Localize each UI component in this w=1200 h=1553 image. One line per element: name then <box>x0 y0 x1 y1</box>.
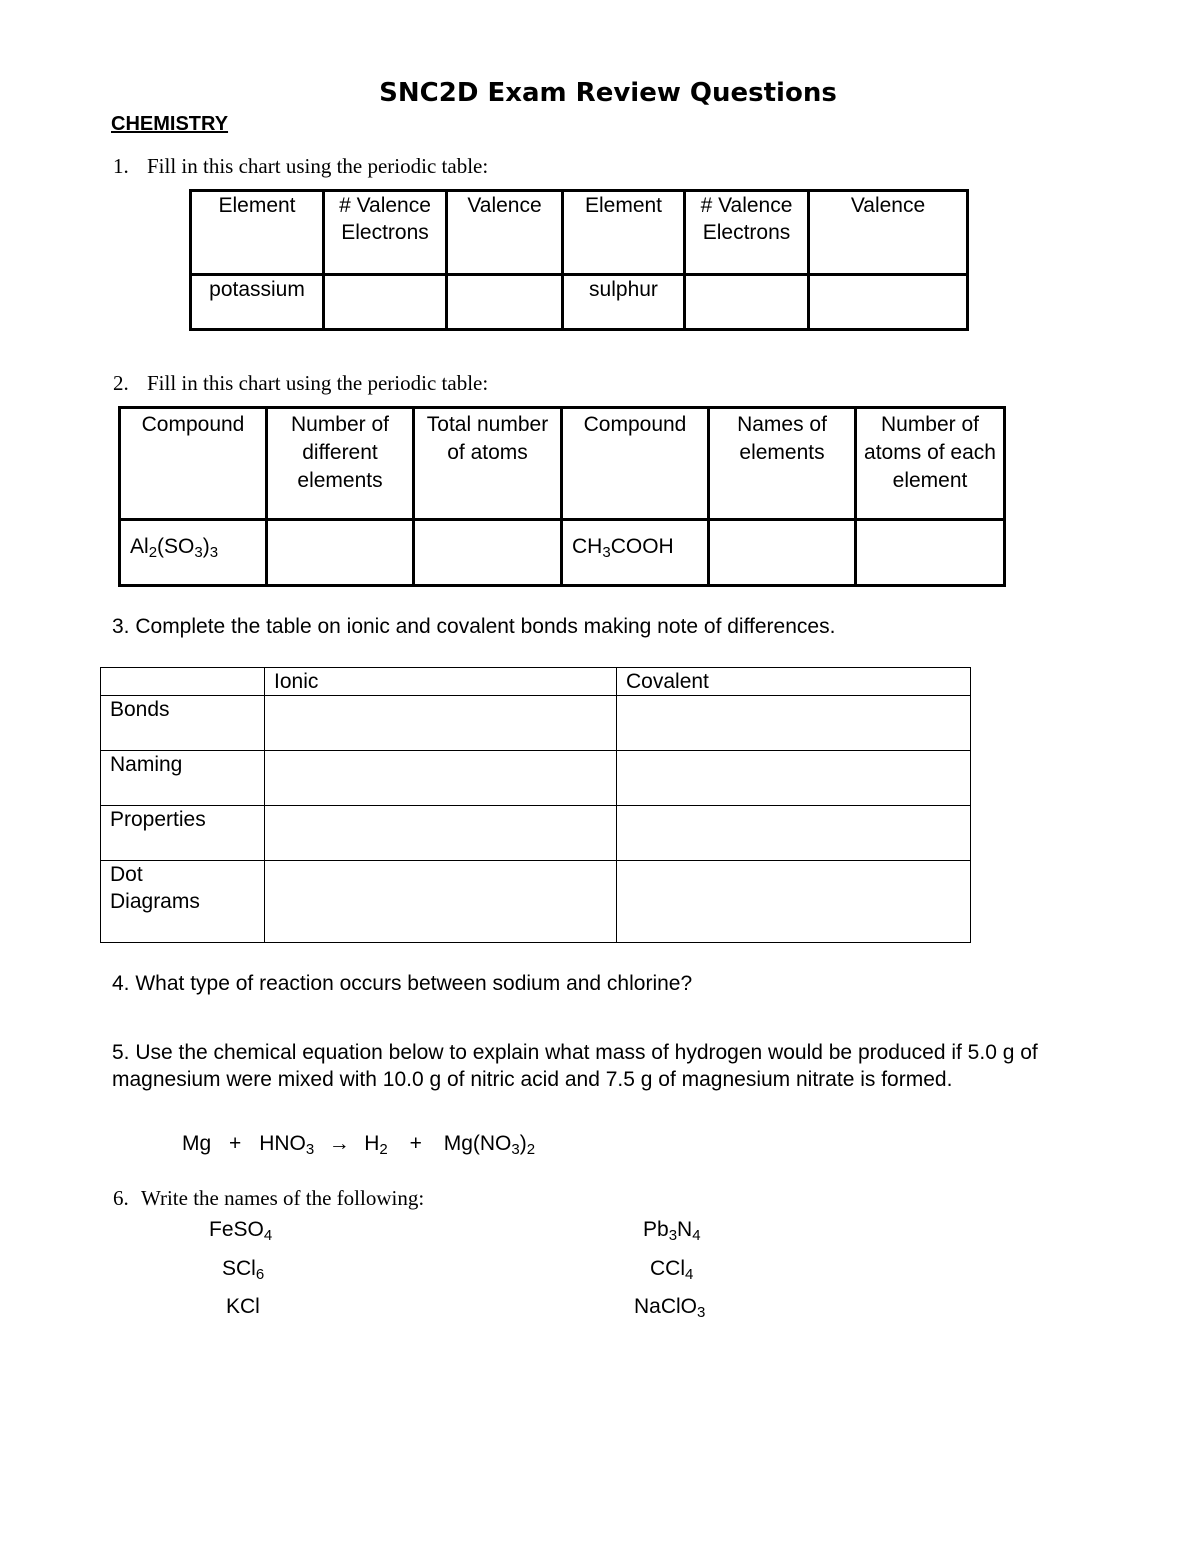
answer-cell[interactable] <box>265 861 617 943</box>
question-number: 2. <box>113 371 129 395</box>
answer-cell[interactable] <box>617 751 971 806</box>
answer-cell[interactable] <box>267 520 414 586</box>
answer-cell[interactable] <box>617 806 971 861</box>
table-cell <box>101 668 265 696</box>
answer-cell[interactable] <box>809 275 968 330</box>
table-header: Total number of atoms <box>414 408 562 520</box>
compound-formula: $CH_3COOH$ <box>562 520 709 586</box>
answer-cell[interactable] <box>709 520 856 586</box>
table-header: Ionic <box>265 668 617 696</box>
table-header: Number of atoms of each element <box>856 408 1005 520</box>
chemical-equation: $Mg + HNO_3 \to H_2 + Mg(NO_3)_2$ <box>182 1132 536 1158</box>
answer-cell[interactable] <box>265 751 617 806</box>
question-text: Fill in this chart using the periodic table: <box>147 371 489 395</box>
row-label: Bonds <box>101 696 265 751</box>
table-header: Valence <box>447 191 563 275</box>
formula-item: FeSO$_4$ <box>209 1218 273 1244</box>
table-header: Covalent <box>617 668 971 696</box>
question-6 <box>113 1186 424 1211</box>
row-label: Dot Diagrams <box>101 861 265 943</box>
formula-item: NaClO$_3$ <box>634 1295 706 1321</box>
answer-cell[interactable] <box>447 275 563 330</box>
table-header: Compound <box>562 408 709 520</box>
answer-cell[interactable] <box>265 806 617 861</box>
compound-table <box>118 406 1006 587</box>
row-label: Properties <box>101 806 265 861</box>
compound-formula: $Al_2(SO_3)_3$ <box>120 520 267 586</box>
row-label: Naming <box>101 751 265 806</box>
table-header: Compound <box>120 408 267 520</box>
answer-cell[interactable] <box>414 520 562 586</box>
table-header: # Valence Electrons <box>324 191 447 275</box>
question-3: 3. Complete the table on ionic and covalent bonds making note of differences. <box>112 615 836 638</box>
formula-item: CCl$_4$ <box>650 1257 694 1283</box>
question-2 <box>113 371 488 396</box>
table-cell: sulphur <box>563 275 685 330</box>
bonds-table <box>100 667 971 943</box>
question-1 <box>113 154 488 179</box>
section-heading: CHEMISTRY <box>111 113 229 135</box>
question-4: 4. What type of reaction occurs between sodium and chlorine? <box>112 972 693 995</box>
answer-cell[interactable] <box>617 861 971 943</box>
answer-cell[interactable] <box>324 275 447 330</box>
valence-table <box>189 189 969 331</box>
table-header: Element <box>563 191 685 275</box>
question-text: Fill in this chart using the periodic table: <box>147 154 489 178</box>
question-number: 1. <box>113 154 129 178</box>
question-number: 6. <box>113 1186 129 1210</box>
question-text: Write the names of the following: <box>141 1186 425 1210</box>
table-header: Names of elements <box>709 408 856 520</box>
table-cell: potassium <box>191 275 324 330</box>
table-header: Valence <box>809 191 968 275</box>
answer-cell[interactable] <box>617 696 971 751</box>
answer-cell[interactable] <box>685 275 809 330</box>
formula-item: KCl <box>226 1295 260 1318</box>
answer-cell[interactable] <box>856 520 1005 586</box>
formula-item: SCl$_6$ <box>222 1257 265 1283</box>
table-header: Number of different elements <box>267 408 414 520</box>
formula-item: $Pb_3N_4$ <box>643 1218 701 1244</box>
table-header: Element <box>191 191 324 275</box>
question-5: 5. Use the chemical equation below to explain what mass of hydrogen would be produced if 5.0 g of magnesium were mixed with 10.0 g of nitric acid and 7.5 g of magnesium nitrate is formed. <box>112 1041 1038 1091</box>
table-header: # Valence Electrons <box>685 191 809 275</box>
page-title: SNC2D Exam Review Questions <box>379 78 837 108</box>
answer-cell[interactable] <box>265 696 617 751</box>
